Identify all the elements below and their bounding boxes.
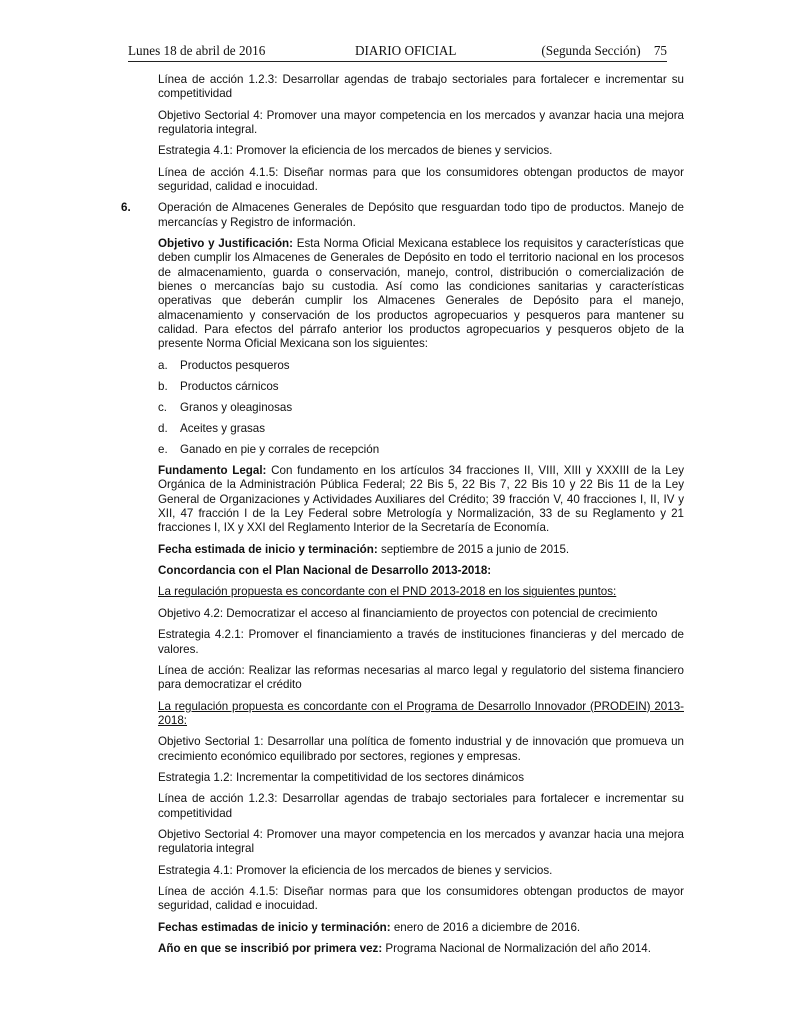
list-item bbox=[158, 401, 684, 415]
header-section-page bbox=[541, 43, 667, 59]
paragraph: Estrategia 4.1: Promover la eficiencia de los mercados de bienes y servicios. bbox=[158, 863, 553, 877]
legal-basis-label: Fundamento Legal: bbox=[158, 464, 267, 478]
legal-basis-text: Con fundamento en los artículos 34 fracciones II, VIII, XIII y XXXIII de la Ley Orgánica de la Administración Pública Federal; 22 Bis 5, 22 Bis 7, 22 Bis 10 y 22 Bis 11 de la Ley General de Organizaciones y Actividades Auxiliares del Crédito; 39 fracción V, 40 fracciones I, II, IV y XII, 47 fracción I de la Ley Federal sobre Metrología y Normalización, 33 de su Reglamento y 21 fracciones I, IX y XXI del Reglamento Interior de la Secretaría de Economía. bbox=[158, 464, 684, 535]
paragraph: Línea de acción 1.2.3: Desarrollar agendas de trabajo sectoriales para fortalecer e incrementar su competitividad bbox=[158, 73, 684, 101]
item-number: 6. bbox=[121, 201, 131, 215]
paragraph: Línea de acción 1.2.3: Desarrollar agendas de trabajo sectoriales para fortalecer e incrementar su competitividad bbox=[158, 792, 684, 820]
first-registration-paragraph bbox=[158, 942, 684, 956]
list-text: Aceites y grasas bbox=[180, 421, 266, 435]
pnd-heading bbox=[158, 585, 684, 599]
list-item bbox=[158, 359, 684, 373]
objective-text: Esta Norma Oficial Mexicana establece los requisitos y características que deben cumplir los Almacenes de Generales de Depósito en todo el territorio nacional en los procesos de almacenamiento, guarda o conservación, manejo, control, distribución o comercialización de bienes o mercancías bajo su custodia. Así como las condiciones sanitarias y características operativas que deberán cumplir los Almacenes Generales de Depósito para el manejo, almacenamiento y conservación de los productos agropecuarios y pesqueros para mantener su calidad. Para efectos del párrafo anterior los productos agropecuarios y pesqueros objeto de la presente Norma Oficial Mexicana son los siguientes: bbox=[158, 237, 684, 351]
first-registration-text: Programa Nacional de Normalización del año 2014. bbox=[382, 942, 651, 956]
list-marker: d. bbox=[158, 421, 168, 435]
list-marker: b. bbox=[158, 379, 168, 393]
concordance-title-text: Concordancia con el Plan Nacional de Desarrollo 2013-2018: bbox=[158, 564, 492, 578]
numbered-item-6 bbox=[121, 201, 684, 230]
legal-basis-paragraph bbox=[158, 464, 684, 535]
list-text: Granos y oleaginosas bbox=[180, 400, 293, 414]
paragraph: Objetivo Sectorial 4: Promover una mayor competencia en los mercados y avanzar hacia una mejora regulatoria integral bbox=[158, 828, 684, 856]
header-title: DIARIO OFICIAL bbox=[355, 43, 457, 58]
list-marker: c. bbox=[158, 400, 168, 414]
estimated-dates-text: septiembre de 2015 a junio de 2015. bbox=[377, 542, 570, 556]
header-section: (Segunda Sección) bbox=[541, 43, 641, 58]
header-rule bbox=[128, 61, 667, 62]
paragraph: Objetivo Sectorial 4: Promover una mayor competencia en los mercados y avanzar hacia una mejora regulatoria integral. bbox=[158, 108, 684, 136]
paragraph: Objetivo Sectorial 1: Desarrollar una política de fomento industrial y de innovación que promueva un crecimiento económico equilibrado por sectores, regiones y empresas. bbox=[158, 735, 684, 763]
list-item bbox=[158, 380, 684, 394]
paragraph: Estrategia 1.2: Incrementar la competitividad de los sectores dinámicos bbox=[158, 770, 525, 784]
list-marker: e. bbox=[158, 442, 168, 456]
page-header bbox=[128, 43, 667, 63]
concordance-title bbox=[158, 564, 684, 578]
estimated-dates-2-text: enero de 2016 a diciembre de 2016. bbox=[390, 920, 581, 934]
paragraph: Estrategia 4.2.1: Promover el financiamiento a través de instituciones financieras y del mercado de valores. bbox=[158, 628, 684, 656]
estimated-dates-2-label: Fechas estimadas de inicio y terminación: bbox=[158, 920, 391, 934]
objective-paragraph bbox=[158, 237, 684, 351]
paragraph: Objetivo 4.2: Democratizar el acceso al financiamiento de proyectos con potencial de crecimiento bbox=[158, 606, 658, 620]
paragraph: Estrategia 4.1: Promover la eficiencia de los mercados de bienes y servicios. bbox=[158, 144, 553, 158]
estimated-dates-label: Fecha estimada de inicio y terminación: bbox=[158, 542, 378, 556]
estimated-dates-2-paragraph bbox=[158, 921, 684, 935]
first-registration-label: Año en que se inscribió por primera vez: bbox=[158, 942, 383, 956]
paragraph: Línea de acción 4.1.5: Diseñar normas para que los consumidores obtengan productos de mayor seguridad, calidad e inocuidad. bbox=[158, 885, 684, 913]
list-item bbox=[158, 422, 684, 436]
list-item bbox=[158, 443, 684, 457]
list-marker: a. bbox=[158, 358, 168, 372]
list-text: Productos pesqueros bbox=[180, 358, 290, 372]
paragraph: Línea de acción: Realizar las reformas necesarias al marco legal y regulatorio del sistema financiero para democratizar el crédito bbox=[158, 663, 684, 692]
prodein-heading bbox=[158, 700, 684, 729]
objective-label: Objetivo y Justificación: bbox=[158, 237, 294, 251]
header-page-number: 75 bbox=[653, 43, 667, 58]
pnd-heading-text: La regulación propuesta es concordante con el PND 2013-2018 en los siguientes puntos: bbox=[158, 585, 617, 599]
paragraph: Línea de acción 4.1.5: Diseñar normas para que los consumidores obtengan productos de mayor seguridad, calidad e inocuidad. bbox=[158, 165, 684, 194]
header-date: Lunes 18 de abril de 2016 bbox=[128, 43, 266, 58]
list-text: Productos cárnicos bbox=[180, 379, 279, 393]
list-text: Ganado en pie y corrales de recepción bbox=[180, 442, 380, 456]
document-body bbox=[121, 73, 684, 964]
prodein-heading-text: La regulación propuesta es concordante con el Programa de Desarrollo Innovador (PRODEIN) 2013-2018: bbox=[158, 699, 684, 727]
item-title: Operación de Almacenes Generales de Depósito que resguardan todo tipo de productos. Manejo de mercancías y Registro de información. bbox=[158, 201, 684, 229]
estimated-dates-paragraph bbox=[158, 543, 684, 557]
